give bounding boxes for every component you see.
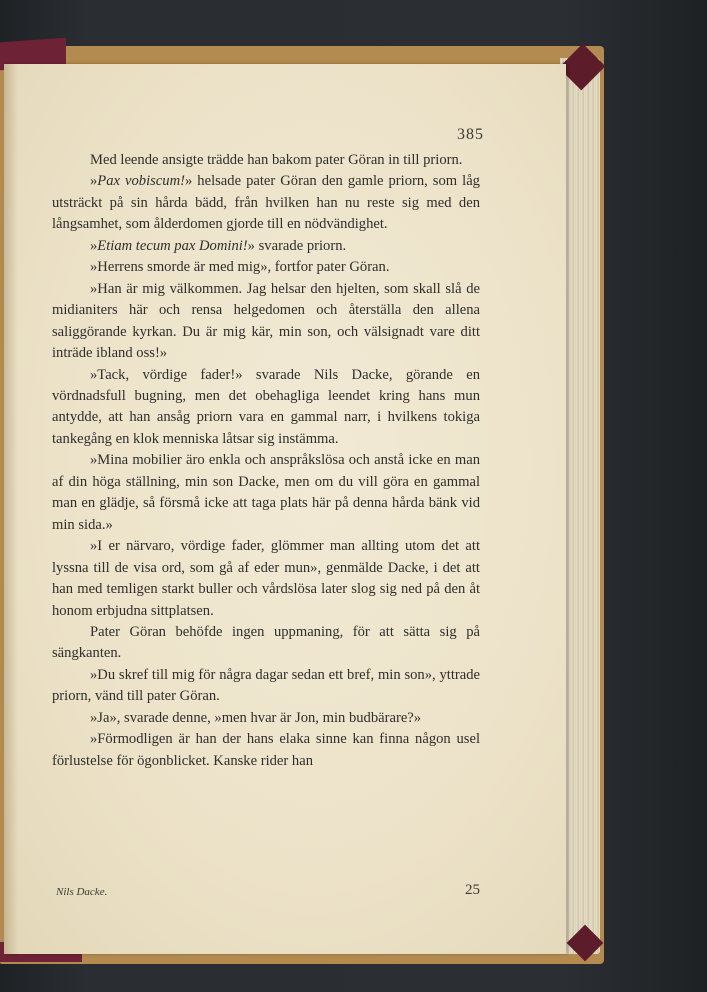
body-text bbox=[52, 150, 480, 772]
text-run: »I er närvaro, vördige fader, glömmer man allting utom det att lyssna till de visa ord, som gå af eder mun», genmälde Dacke, i det att han med temligen starkt buller och vårdslösa later slog sig ned på den åt honom erbjudna sittplatsen. bbox=[52, 538, 480, 619]
paragraph bbox=[52, 450, 480, 536]
paragraph bbox=[52, 536, 480, 622]
text-run: »Mina mobilier äro enkla och anspråkslösa och anstå icke en man af din höga ställning, min son Dacke, men om du vill göra en gammal man en glädje, så försmå icke att taga plats här på denna hårda bänk vid min sida.» bbox=[52, 452, 480, 533]
book-page bbox=[4, 64, 566, 954]
sheet-number: 25 bbox=[465, 882, 480, 898]
text-run: »Ja», svarade denne, »men hvar är Jon, min budbärare?» bbox=[90, 709, 422, 726]
paragraph bbox=[52, 708, 480, 729]
paragraph bbox=[52, 729, 480, 772]
text-run: »Han är mig välkommen. Jag helsar den hjelten, som skall slå de midianiters här och rensa helgedomen och återställa den allena saliggörande kyrkan. Du är mig kär, min son, och välsignadt vare ditt inträde ibland oss!» bbox=[52, 280, 480, 362]
latin-phrase: Pax vobiscum! bbox=[97, 173, 185, 190]
page-number: 385 bbox=[457, 126, 484, 143]
text-run: »Du skref till mig för några dagar sedan ett bref, min son», yttrade priorn, vänd till pater Göran. bbox=[52, 666, 480, 705]
latin-phrase: Etiam tecum pax Domini! bbox=[97, 237, 248, 254]
paragraph bbox=[52, 257, 480, 278]
text-run: »Tack, vördige fader!» svarade Nils Dacke, görande en vördnadsfull bugning, men det obehagliga leendet kring hans mun antydde, att han ansåg priorn vara en gammal narr, i hvilkens tokiga tankegång en klok menniska låtsar sig instämma. bbox=[52, 366, 480, 447]
paragraph bbox=[52, 171, 480, 235]
text-run: »Förmodligen är han der hans elaka sinne kan finna någon usel förlustelse för ögonblicket. Kanske rider han bbox=[52, 731, 480, 769]
text-run: » bbox=[90, 237, 98, 254]
paragraph bbox=[52, 665, 480, 708]
text-run: » svarade priorn. bbox=[247, 237, 347, 254]
gutter-shadow bbox=[4, 64, 18, 954]
text-run: »Herrens smorde är med mig», fortfor pater Göran. bbox=[90, 259, 390, 276]
paragraph bbox=[52, 365, 480, 451]
text-run: » helsade pater Göran den gamle priorn, som låg utsträckt på sin hårda bädd, från hvilken han nu reste sig med den långsamhet, som ålderdomen gjorde till en nödvändighet. bbox=[52, 173, 480, 233]
paragraph bbox=[52, 236, 480, 257]
text-run: Med leende ansigte trädde han bakom pater Göran in till priorn. bbox=[90, 152, 463, 168]
paragraph bbox=[52, 279, 480, 365]
page-edges bbox=[560, 58, 600, 954]
text-run: » bbox=[90, 173, 98, 190]
text-run: Pater Göran behöfde ingen uppmaning, för att sätta sig på sängkanten. bbox=[52, 623, 480, 662]
paragraph bbox=[52, 622, 480, 665]
paragraph bbox=[52, 150, 480, 171]
signature-mark: Nils Dacke. bbox=[56, 886, 108, 898]
